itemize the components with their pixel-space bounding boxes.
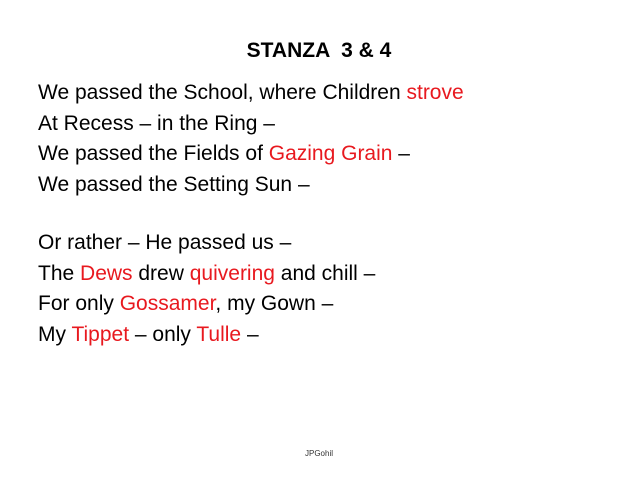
poem-line	[38, 78, 628, 109]
line-text: We passed the Fields of	[38, 142, 269, 165]
stanza-gap	[38, 200, 628, 228]
poem-line	[38, 170, 628, 201]
line-text: –	[241, 322, 259, 346]
highlighted-word: quivering	[189, 261, 275, 285]
highlighted-word: strove	[406, 81, 464, 104]
highlighted-word: Gazing Grain	[268, 142, 393, 165]
line-text: For only	[38, 292, 120, 315]
highlighted-word: Gossamer	[119, 292, 216, 315]
line-text: At Recess – in the Ring –	[38, 111, 275, 135]
poem-line	[38, 259, 628, 290]
slide-title: STANZA 3 & 4	[246, 39, 392, 62]
line-text: We passed the Setting Sun –	[38, 172, 310, 196]
poem-line	[38, 320, 628, 351]
line-text: My	[38, 322, 72, 346]
footer-credit: JPGohil	[304, 449, 333, 458]
highlighted-word: Tippet	[71, 322, 130, 346]
poem-line	[38, 289, 628, 320]
poem-line	[38, 228, 628, 259]
line-text: – only	[129, 322, 197, 346]
highlighted-word: Dews	[80, 261, 133, 285]
line-text: The	[38, 261, 81, 285]
line-text: drew	[132, 261, 190, 285]
line-text: and chill –	[274, 261, 376, 285]
poem-line	[38, 139, 628, 170]
highlighted-word: Tulle	[196, 322, 242, 346]
poem-line	[38, 109, 628, 140]
line-text: Or rather – He passed us –	[38, 231, 292, 254]
line-text: –	[392, 142, 410, 165]
poem-body	[38, 78, 628, 350]
line-text: , my Gown –	[215, 292, 334, 315]
line-text: We passed the School, where Children	[38, 81, 407, 104]
